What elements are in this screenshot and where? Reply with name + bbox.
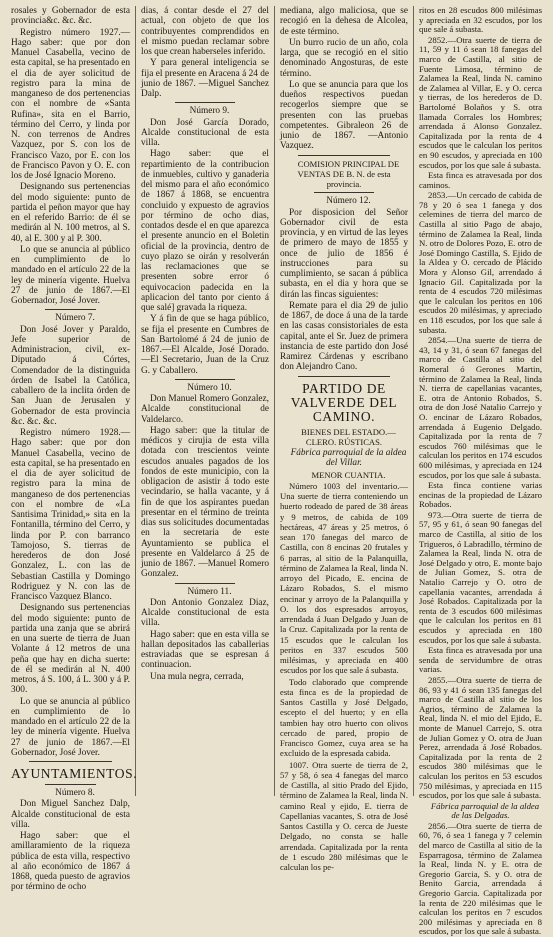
section-heading: PARTIDO DE VALVERDE DEL CAMINO.	[290, 380, 398, 424]
divider	[175, 379, 235, 380]
paragraph: Todo claborado que comprende esta finca es de la propiedad de Santos Castilla y José Delgado, escepto el del huerto; y en ella tambien hay otro huerto con olivos cercado de pared, propio de Francisco Gomez, cuya area se ha excluido de la espresada cabida.	[280, 676, 408, 759]
divider	[175, 102, 235, 103]
paragraph: Una mula negra, cerrada,	[150, 671, 244, 682]
notice-number: Número 10.	[187, 382, 232, 393]
paragraph: Hago saber: que el repartimiento de la contribucion de inmuebles, cultivo y ganaderia del mismo para el año económico de 1867 á 1868, se encuentra concluido y expuesto de agravios por término de ocho dias, contados desde el en que aparezca el presente anuncio en el Boletin oficial de la provincia, dentro de cuyo plazo se oirán y resolverán las reclamaciones que se presenten sobre error ó equivocacion padecida en la aplicacion del tanto por ciento á que salé] gravada la riqueza.	[141, 149, 269, 313]
column-3	[275, 6, 414, 872]
divider	[298, 155, 390, 156]
section-heading: AYUNTAMIENTOS.	[11, 766, 138, 781]
notice-number: Número 12.	[326, 196, 371, 207]
paragraph: Registro número 1928.—Hago saber: que por don Manuel Casabella, vecino de esta capital, se ha presentado en el dia de ayer solicitud de registro para la mina de manganeso de dos pertenencias con el nombre de «La Santisima Trinidad,» sita en la Fontanilla, término del Cerro, y linda por P. con barranco Tamojoso, S. tierras de herederos de don José Gonzalez, L. con las de Sebastian Castilla y Domingo Rodriguez y N. con las de Francisco Vazquez Blanco.	[11, 428, 130, 602]
column-1	[6, 6, 138, 893]
notice-number: Número 9.	[189, 106, 230, 117]
subheading: Fábrica parroquial de la aldea de las Delgadas.	[430, 800, 540, 821]
paragraph: Hago saber: que el amillaramiento de la riqueza pública de esta villa, respectivo al año económico de 1867 á 1868, queda puesto de agravios por término de ocho	[11, 831, 130, 893]
paragraph: Lo que se anuncia al público en cumplimiento de lo mandado en el artículo 22 de la ley de minería vigente. Huelva 27 de junio de 1867.—El Gobernador, José Jover.	[11, 244, 130, 306]
paragraph: Hago saber: que en esta villa se hallan depositados las caballerias estraviadas que se espresan á continuacion.	[141, 629, 269, 671]
paragraph: 2854.—Una suerte de tierra de 43, 14 y 31, ó sean 67 fanegas del marco de Castilla al sitio del Romeral ó Gerones Martin, término de Zalamea la Real, linda N. tierra de capellanias vacantes, E. otra de Antonio Robados, S. otra de don José Natalio Carrejo y O. encinar de Lázaro Robados, arrendada á Eugenio Delgado. Capitalizada por la renta de 7 escudos 760 milésimas que le calculan los peritos en 174 escudos 600 milésimas, y apreciada en 124 escudos, por los que sale á subasta.	[419, 335, 542, 480]
paragraph: ritos en 28 escudos 800 milésimas y apreciada en 32 escudos, por los que sale á subasta.	[419, 5, 542, 35]
paragraph: Hago saber: que la titular de médicos y cirujia de esta villa dotada con trescientos veinte escudos anuales pagados de los fondos de este municipio, con la obligacion de asistir á todo este vecindario, se halla vacante, y á fin de que los aspirantes puedan presentar en el término de treinta dias sus solicitudes documentadas en la secretaria de este Ayuntamiento se publica el presente en Valdelarco á 25 de junio de 1867. —Manuel Romero Gonzalez.	[141, 425, 269, 580]
paragraph: Un burro rucio de un año, cola larga, que se recogió en el sitio denominado Angosturas, de este término.	[280, 37, 408, 79]
paragraph: Don Antonio Gonzalez Diaz, Alcalde constitucional de esta villa.	[141, 597, 269, 629]
paragraph: Don Miguel Sanchez Dalp, Alcalde constitucional de esta villa.	[11, 799, 130, 830]
paragraph: Lo que se anuncia al público en cumplimiento de lo mandado en el artículo 22 de la ley de minería vigente. Huelva 27 de junio de 1867.—El Gobernador, José Jover.	[11, 696, 130, 758]
paragraph: Esta finca es atravesada por una senda de servidumbre de otras varias.	[419, 645, 542, 675]
paragraph: 973.—Otra suerte de tierra de 57, 95 y 61, ó sean 90 fanegas del marco de Castilla, al sitio de los Trigueros, ó Labradillo, término de Zalamea la Real, linda N. otra de José Delgado y otro, E. monte bajo de Julian Gomez, S. otra de Natalio Carrejo y O. otro de capellania vacantes, arrendada á José Robados. Capitalizada por la renta de 3 escudos 600 milésimas que le calculan los peritos en 81 escudos y apreciada en 180 escudos, por los que sale á subasta.	[419, 509, 542, 645]
paragraph: Don José Jover y Paraldo, Jefe superior de Administracion, civil, ex-Diputado á Córtes, Comendador de la distinguida órden de Isabel la Católica, caballero de la inclita órden de San Juan de Jerusalen y Gobernador de esta provincia &c. &c. &c.	[11, 324, 130, 427]
paragraph: 1007. Otra suerte de tierra de 2, 57 y 58, ó sea 4 fanegas del marco de Castilla, al sitio Prado del Ejido, término de Zalamea la Real, linda N. camino Real y ejido, E. tierra de Capellanias vacantes, S. otra de José Santos Castilla y O. cerca de Jueste Delgado, no consta se halle arrendada. Capitalizada por la renta de 1 escudo 280 milésimas que le calculan los pe-	[280, 759, 408, 872]
paragraph: Designando sus pertenencias del modo siguiente: punto de partida una zanja que se abrirá en una suerte de tierra de Juan Volante á 12 metros de una peña que hay en dicha suerte: de él se medirán al N. 400 metros, á S. 100, á L. 300 y á P. 300.	[11, 603, 130, 696]
paragraph: Registro número 1927.—Hago saber: que por don Manuel Casabella, vecino de esta capital, se ha presentado en el dia de ayer solicitud de registro para la mina de manganeso de dos pertenencias con el nombre de «Santa Rufina», sita en el Barrio, término del Cerro, y linda por N. con terrenos de Andres Vazquez, por S. con los de Francisco Vazo, por E. con los de Francisco Pavon y O. E. con los de José Ignacio Moreno.	[11, 27, 130, 181]
divider	[314, 192, 374, 193]
column-4	[414, 5, 547, 937]
notice-number: Número 7.	[55, 313, 95, 324]
paragraph: Remate para el dia 29 de julio de 1867, de doce á una de la tarde en las casas consistoriales de esta capital, ante el Sr. Juez de primera instancia de este partido don José Ramirez Cárdenas y escribano don Alejandro Cano.	[280, 300, 408, 373]
paragraph: Lo que se anuncia para que los dueños respectivos puedan recogerlos siempre que se presenten con las pruebas competentes. Gibraleon 26 de junio de 1867. —Antonio Vazquez.	[280, 79, 408, 152]
paragraph: 2856.—Otra suerte de tierra de 60, 76, ó sea 1 fanega y 7 celemin del marco de Castilla al sitio de la Esparragosa, término de Zalamea la Real, linda N. y E. otra de Gregorio Garcia, S. y O. otra de Benito Garcia, arrendada á Gregorio Garcia. Capitalizada por la renta de 220 milésimas que le calculan los peritos en 7 escudos 200 milésimas y apreciada en 8 escudos, por los que sale á subasta.	[419, 820, 542, 937]
paragraph: rosales y Gobernador de esta provincia&c. &c. &c.	[11, 6, 130, 27]
paragraph: 2852.—Otra suerte de tierra de 11, 59 y 11 ó sean 18 fanegas del marco de Castilla, al sitio de Fuente Limosa, término de Zalamea la Real, linda N. camino de Zalamea al Villar, E. y O. cerca y tierras, de los herederos de D. Bartolomé Bolaños y S. otra llamada Corrales los Hombres; arrendada á Alonso Gonzalez. Capitalizada por la renta de 4 escudos que le calculan los peritos en 90 escudos, y apreciada en 100 escudos, por los que sale á subasta.	[419, 34, 542, 170]
divider	[298, 376, 390, 377]
subheading: BIENES DEL ESTADO.—CLERO. RÚSTICAS.	[301, 426, 396, 447]
divider	[45, 784, 96, 785]
paragraph: 2853.—Un cercado de cabida de 78 y 20 ó sea 1 fanega y dos celemines de tierra del marco de Castilla al sitio Pago de abajo, término de Zalamea la Real, linda N. otro de Dolores Pozo, E. otro de José Domingo Castilla, S. Ejido de la Aldea y O. cercado de Plácido Mora y Alonso Gil, arrendado á Ignacio Gil. Capitalizada por la renta de 4 escudos 720 milésimas que le calculan los peritos en 106 escudos 20 milésimas, y apreciado en 118 escudos, por los que sale á subasta.	[419, 190, 542, 335]
column-2	[136, 6, 275, 796]
notice-number: Número 8.	[55, 788, 95, 798]
paragraph: Designando sus pertenencias del modo siguiente: punto de partida el peñon mayor que hay en el referido Barrio: de él se medirán al N. 100 metros, al S. 40, al E. 300 y al P. 300.	[11, 182, 130, 244]
subheading: Fábrica parroquial de la aldea del Villar.	[290, 448, 407, 469]
paragraph: Por disposicion del Señor Gobernador civil de esta provincia, y en virtud de las leyes de primero de mayo de 1855 y once de julio de 1856 é instrucciones para su cumplimiento, se sacan á pública subasta, en el dia y hora que se dirán las fincas siguientes:	[280, 207, 408, 300]
divider	[175, 583, 235, 584]
paragraph: Esta finca contiene varias encinas de la propiedad de Lázaro Robados.	[419, 480, 542, 510]
paragraph: Y á fin de que se haga público, se fija el presente en Cumbres de San Bartolomé á 24 de junio de 1867.—El Alcalde, José Dorado.—El Secretario, Juan de la Cruz G. y Caballero.	[141, 314, 269, 376]
divider	[29, 761, 112, 762]
notice-number: Número 11.	[187, 586, 232, 597]
paragraph: Don José García Dorado, Alcalde constitucional de esta villa.	[141, 117, 269, 148]
paragraph: dias, á contar desde el 27 del actual, con objeto de que los contribuyentes comprendidos en el mismo puedan reclamar sobre los que crean haberseles inferido.	[141, 6, 269, 57]
paragraph: Esta finca es atravesada por dos caminos.	[419, 170, 542, 190]
divider	[45, 309, 96, 310]
commission-heading: COMISION PRINCIPAL DE VENTAS DE B. N. de esta provincia.	[297, 158, 400, 189]
paragraph: Número 1003 del inventario.—Una suerte de tierra conteniendo un huerto rodeado de pared de 38 áreas y 9 metros, de cabida de 109 hectáreas, 47 áreas y 25 metros, ó sean 170 fanegas del marco de Castilla, con 8 encinas 20 frutales y 6 parras, al sitio de la Palanquilla, término de Zalamea la Real, linda N. arroyo del Picado, E. encina de Lázaro Robados, S. el mismo encinar y arroyo de la Palanquilla y O. los dos espresados arroyos, arrendada á Juan Delgado y Juan de la Cruz. Capitalizada por la renta de 15 escudos que le calculan los peritos en 337 escudos 500 milésimas, y apreciada en 400 escudos por los que sale á subasta.	[280, 480, 408, 676]
paragraph: Y para general inteligencia se fija el presente en Aracena á 24 de junio de 1867. —Miguel Sanchez Dalp.	[141, 58, 269, 99]
paragraph: Don Manuel Romero Gonzalez, Alcalde constitucional de Valdelarco.	[141, 394, 269, 425]
paragraph: 2855.—Otra suerte de tierra de 86, 93 y 41 ó sean 135 fanegas del marco de Castilla al sitio de los Agrios, término de Zalamea la Real, linda N. el mio del Ejido, E. monte de Manuel Carrejo, S. otra de Julian Gomez y O. otra de Juan Perez, arrendada á José Robados. Capitalizada por la renta de 2 escudos 380 milésimas que le calculan los peritos en 53 escudos 750 milésimas, y apreciada en 115 escudos, por los que sale á subasta.	[419, 674, 542, 801]
paragraph: mediana, algo maliciosa, que se recogió en la dehesa de Alcolea, de este término.	[280, 6, 408, 37]
subheading: MENOR CUANTIA.	[311, 469, 386, 480]
